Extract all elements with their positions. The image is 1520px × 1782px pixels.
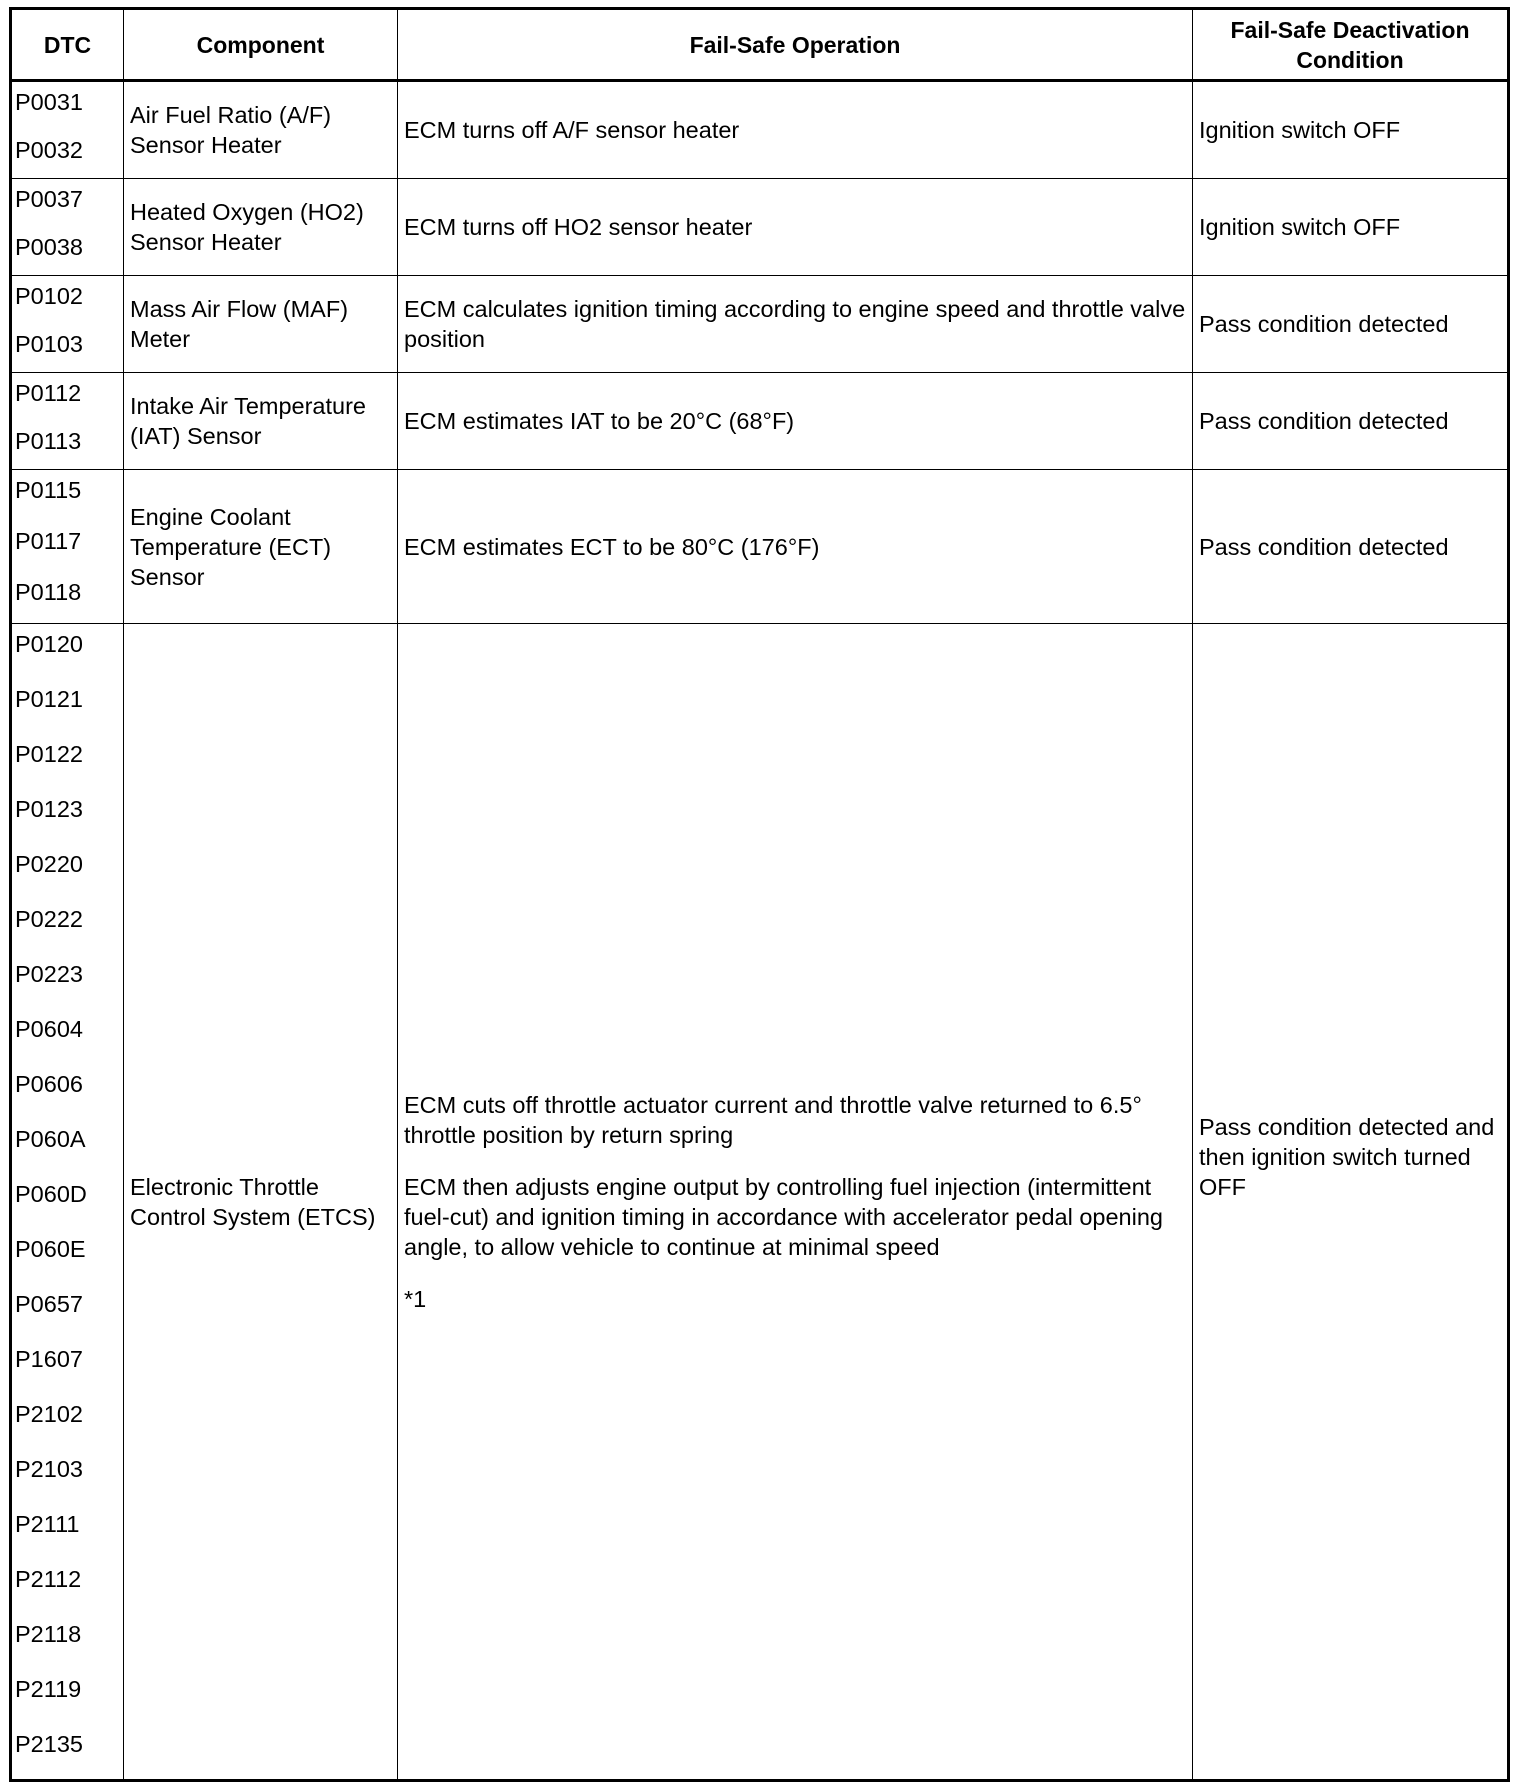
table-row [11,373,1509,470]
dtc-code: P2102 [15,1401,83,1427]
dtc-code: P1607 [15,1346,83,1372]
dtc-code: P0115 [15,477,82,503]
dtc-code: P2135 [15,1731,83,1757]
dtc-code: P0222 [15,906,83,932]
dtc-code: P0113 [15,428,82,454]
component-cell: Mass Air Flow (MAF) Meter [124,276,398,373]
dtc-code: P060E [15,1236,86,1262]
header-deactivation: Fail-Safe Deactivation Condition [1193,9,1509,81]
dtc-code: P2103 [15,1456,83,1482]
operation-cell: ECM estimates IAT to be 20°C (68°F) [398,373,1193,470]
deactivation-cell: Pass condition detected and then ignition switch turned OFF [1193,624,1509,1781]
dtc-code: P0032 [15,137,83,163]
dtc-cell [11,470,124,624]
dtc-code: P060A [15,1126,86,1152]
dtc-code: P0102 [15,283,83,309]
operation-cell [398,624,1193,1781]
table-row [11,470,1509,624]
dtc-cell [11,81,124,179]
dtc-cell [11,276,124,373]
component-cell: Intake Air Temperature (IAT) Sensor [124,373,398,470]
header-dtc: DTC [11,9,124,81]
dtc-code: P060D [15,1181,87,1207]
fail-safe-table [9,7,1510,1782]
operation-cell: ECM estimates ECT to be 80°C (176°F) [398,470,1193,624]
operation-cell: ECM turns off A/F sensor heater [398,81,1193,179]
dtc-code: P0223 [15,961,83,987]
operation-cell: ECM turns off HO2 sensor heater [398,179,1193,276]
dtc-code: P0112 [15,380,82,406]
dtc-code: P2118 [15,1621,82,1647]
dtc-code: P0121 [15,686,83,712]
component-cell: Engine Coolant Temperature (ECT) Sensor [124,470,398,624]
operation-paragraph: ECM then adjusts engine output by controlling fuel injection (intermittent fuel-cut) and ignition timing in accordance with accelerator pedal opening angle, to allow vehicle to continue at minimal speed [404,1173,1163,1260]
operation-cell: ECM calculates ignition timing according to engine speed and throttle valve position [398,276,1193,373]
dtc-code: P0117 [15,528,82,554]
deactivation-cell: Ignition switch OFF [1193,81,1509,179]
table-row [11,81,1509,179]
dtc-code: P2119 [15,1676,82,1702]
header-row [11,9,1509,81]
dtc-code: P0220 [15,851,83,877]
dtc-cell [11,179,124,276]
dtc-code: P2112 [15,1566,82,1592]
table-row [11,179,1509,276]
deactivation-cell: Ignition switch OFF [1193,179,1509,276]
dtc-code: P0103 [15,331,83,357]
table-row [11,624,1509,1781]
deactivation-cell: Pass condition detected [1193,470,1509,624]
footnote-reference: *1 [404,1285,427,1312]
dtc-code: P2111 [15,1511,80,1537]
dtc-code: P0120 [15,631,83,657]
header-operation: Fail-Safe Operation [398,9,1193,81]
deactivation-cell: Pass condition detected [1193,373,1509,470]
component-cell: Air Fuel Ratio (A/F) Sensor Heater [124,81,398,179]
dtc-cell [11,373,124,470]
dtc-code: P0037 [15,186,83,212]
dtc-code: P0038 [15,234,83,260]
dtc-code: P0031 [15,89,83,115]
component-cell: Heated Oxygen (HO2) Sensor Heater [124,179,398,276]
deactivation-cell: Pass condition detected [1193,276,1509,373]
table-row [11,276,1509,373]
dtc-code: P0606 [15,1071,83,1097]
dtc-code: P0118 [15,579,82,605]
dtc-code: P0604 [15,1016,83,1042]
dtc-code: P0123 [15,796,83,822]
operation-paragraph: ECM cuts off throttle actuator current and throttle valve returned to 6.5° throttle position by return spring [404,1091,1142,1148]
dtc-code: P0122 [15,741,83,767]
dtc-code: P0657 [15,1291,83,1317]
dtc-cell [11,624,124,1781]
header-component: Component [124,9,398,81]
component-cell: Electronic Throttle Control System (ETCS) [124,624,398,1781]
